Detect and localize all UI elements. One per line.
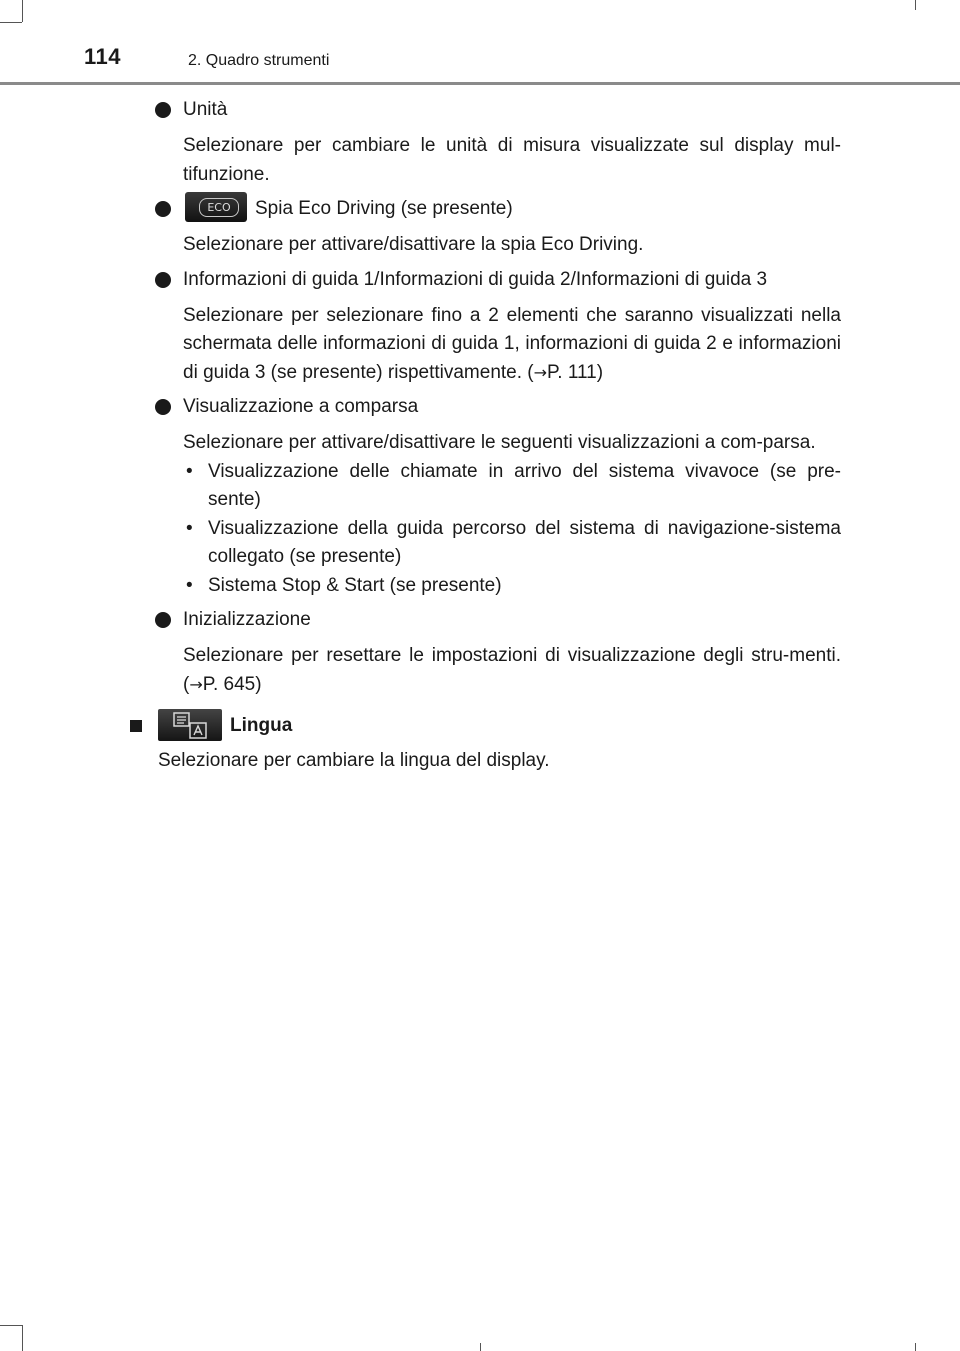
page-reference[interactable]: P. 111 <box>547 361 597 383</box>
language-icon <box>158 709 222 741</box>
list-item <box>0 195 960 260</box>
item-title: Inizializzazione <box>183 609 311 630</box>
bullet-icon <box>155 612 171 628</box>
section-heading <box>0 711 960 741</box>
item-title: Spia Eco Driving (se presente) <box>255 198 513 219</box>
sub-list-item: • Visualizzazione della guida percorso del sistema di navigazione-sistema collegato (se presente) <box>0 515 841 572</box>
item-body: Selezionare per attivare/disattivare la spia Eco Driving. <box>183 234 644 255</box>
eco-icon-label: ECO <box>199 198 239 217</box>
arrow-icon: → <box>189 674 203 694</box>
page-reference[interactable]: P. 645 <box>202 673 256 695</box>
crop-mark <box>22 1325 23 1351</box>
section-body: Selezionare per cambiare la lingua del display. <box>158 750 550 771</box>
item-body: Selezionare per attivare/disattivare le seguenti visualizzazioni a com-parsa. <box>183 432 816 453</box>
sub-list-item: • Sistema Stop & Start (se presente) <box>0 572 841 601</box>
list-item <box>0 266 960 388</box>
list-item <box>0 96 960 189</box>
item-title: Unità <box>183 99 228 120</box>
header-rule <box>0 82 960 85</box>
page-content <box>0 96 960 775</box>
sub-bullet: • <box>186 460 193 482</box>
eco-icon <box>185 192 247 222</box>
item-body: Selezionare per selezionare fino a 2 elementi che saranno visualizzati nella schermata delle informazioni di guida 1, informazioni di guida 2 e informazioni di guida 3 (se presente) rispettivamente. (→P. 111) <box>183 304 841 383</box>
crop-mark <box>0 1325 22 1326</box>
square-bullet-icon <box>130 720 142 732</box>
item-body: Selezionare per cambiare le unità di misura visualizzate sul display mul-tifunzione. <box>183 135 841 185</box>
item-title: Informazioni di guida 1/Informazioni di guida 2/Informazioni di guida 3 <box>183 268 768 290</box>
crop-mark <box>915 1343 916 1351</box>
chapter-title: 2. Quadro strumenti <box>188 52 330 69</box>
page-header <box>0 0 960 90</box>
arrow-icon: → <box>533 362 548 382</box>
item-title: Visualizzazione a comparsa <box>183 396 419 417</box>
sub-bullet: • <box>186 517 193 539</box>
list-item <box>0 606 960 699</box>
list-item <box>0 393 960 600</box>
sub-list-item: • Visualizzazione delle chiamate in arrivo del sistema vivavoce (se pre-sente) <box>0 458 841 515</box>
bullet-icon <box>155 201 171 217</box>
crop-mark <box>480 1343 481 1351</box>
bullet-icon <box>155 399 171 415</box>
sub-bullet: • <box>186 574 193 596</box>
section-title: Lingua <box>230 715 293 736</box>
bullet-icon <box>155 272 171 288</box>
language-icon-graphic <box>158 709 222 741</box>
bullet-icon <box>155 102 171 118</box>
page-number: 114 <box>84 44 121 69</box>
item-body: Selezionare per resettare le impostazioni di visualizzazione degli stru-menti. (→P. 645) <box>183 645 841 695</box>
